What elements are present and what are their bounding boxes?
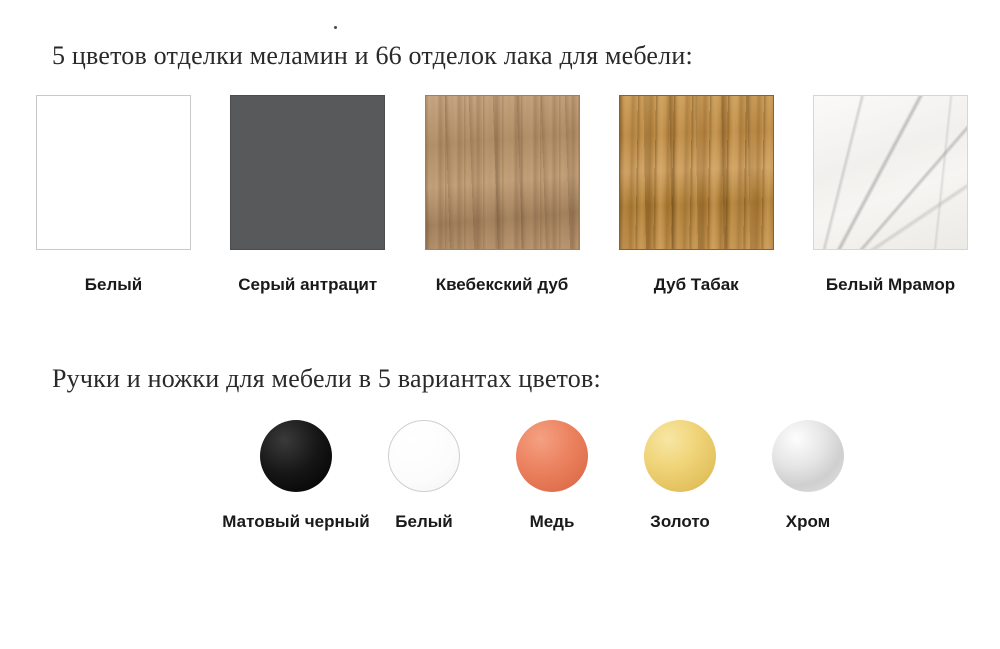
copper-circle[interactable] bbox=[516, 420, 588, 492]
finish-label: Квебекский дуб bbox=[435, 275, 569, 294]
top-dot-marker bbox=[334, 26, 337, 29]
gold-circle[interactable] bbox=[644, 420, 716, 492]
finish-item-tobacco-oak[interactable] bbox=[619, 95, 774, 310]
finish-item-anthracite[interactable] bbox=[230, 95, 385, 310]
finish-label: Белый bbox=[84, 275, 143, 294]
finish-item-white-marble[interactable] bbox=[813, 95, 968, 310]
finishes-swatch-row bbox=[36, 95, 968, 310]
chrome-circle[interactable] bbox=[772, 420, 844, 492]
finish-label: Серый антрацит bbox=[238, 275, 378, 294]
white-marble-swatch[interactable] bbox=[813, 95, 968, 250]
matte-black-circle[interactable] bbox=[260, 420, 332, 492]
handles-section-heading: Ручки и ножки для мебели в 5 вариантах цветов: bbox=[52, 364, 601, 393]
finish-item-quebec-oak[interactable] bbox=[425, 95, 580, 310]
finishes-section-heading: 5 цветов отделки меламин и 66 отделок лака для мебели: bbox=[52, 41, 693, 70]
handle-item-white[interactable] bbox=[360, 420, 488, 550]
finish-item-white[interactable] bbox=[36, 95, 191, 310]
handle-label: Медь bbox=[529, 512, 575, 531]
white-circle[interactable] bbox=[388, 420, 460, 492]
handle-label: Матовый черный bbox=[222, 512, 370, 531]
handle-label: Хром bbox=[785, 512, 831, 531]
tobacco-oak-swatch[interactable] bbox=[619, 95, 774, 250]
handles-swatch-row bbox=[222, 420, 872, 550]
handle-label: Белый bbox=[395, 512, 453, 531]
handle-item-chrome[interactable] bbox=[744, 420, 872, 550]
finish-label: Белый Мрамор bbox=[825, 275, 956, 294]
quebec-oak-swatch[interactable] bbox=[425, 95, 580, 250]
handle-item-gold[interactable] bbox=[616, 420, 744, 550]
anthracite-swatch[interactable] bbox=[230, 95, 385, 250]
handle-label: Золото bbox=[650, 512, 710, 531]
handle-item-copper[interactable] bbox=[488, 420, 616, 550]
white-swatch[interactable] bbox=[36, 95, 191, 250]
finish-label: Дуб Табак bbox=[653, 275, 739, 294]
handle-item-matte-black[interactable] bbox=[222, 420, 370, 550]
